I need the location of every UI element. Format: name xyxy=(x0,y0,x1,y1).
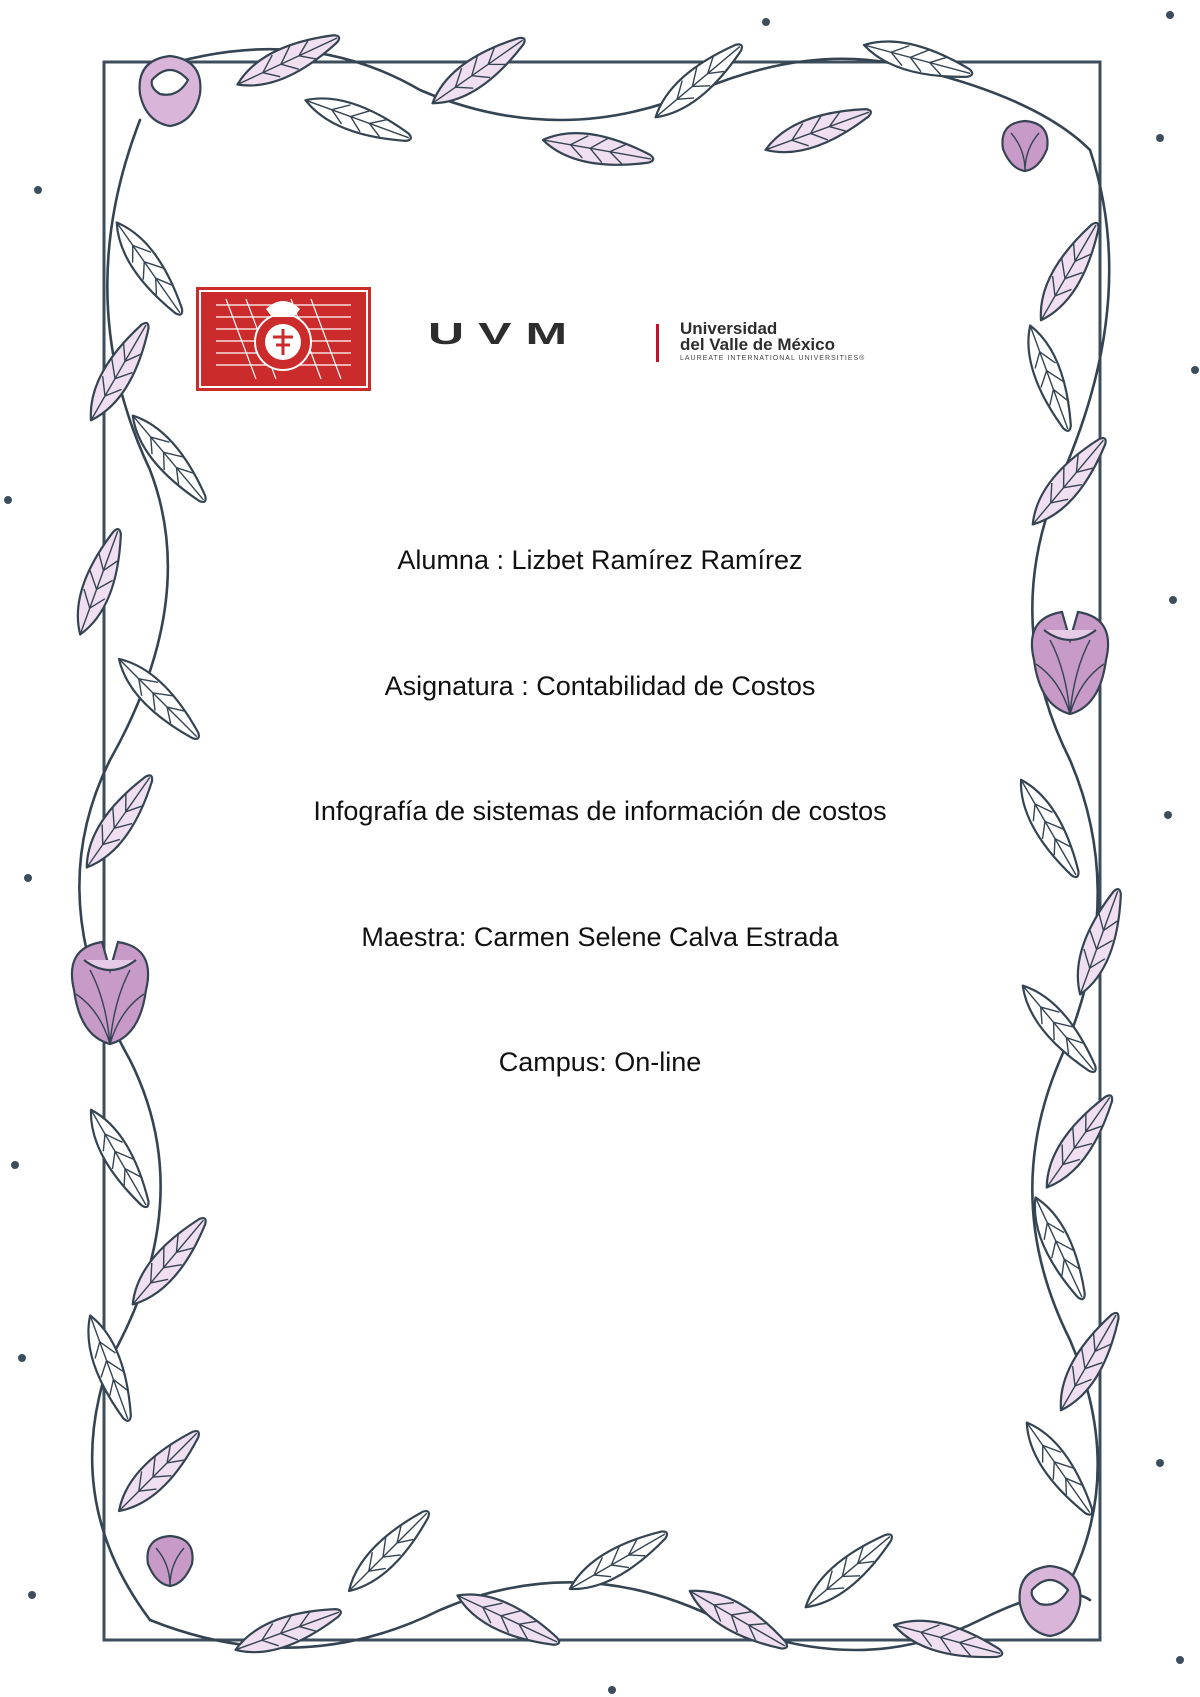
uvm-university-name xyxy=(680,321,835,353)
uvm-logo xyxy=(428,318,948,368)
topic-title-line: Infografía de sistemas de información de costos xyxy=(313,796,887,826)
uvm-divider xyxy=(656,324,659,362)
uvm-tagline: LAUREATE INTERNATIONAL UNIVERSITIES® xyxy=(680,355,866,362)
teacher-line: Maestra: Carmen Selene Calva Estrada xyxy=(361,922,839,952)
subject-line: Asignatura : Contabilidad de Costos xyxy=(384,671,816,701)
uvm-name-line1: Universidad xyxy=(680,319,778,338)
uvm-wordmark: UVM xyxy=(428,316,582,351)
uvm-name-line2: del Valle de México xyxy=(680,335,835,354)
campus-line: Campus: On-line xyxy=(498,1047,702,1077)
institution-seal-logo xyxy=(196,287,371,391)
student-name-line: Alumna : Lizbet Ramírez Ramírez xyxy=(397,545,803,575)
